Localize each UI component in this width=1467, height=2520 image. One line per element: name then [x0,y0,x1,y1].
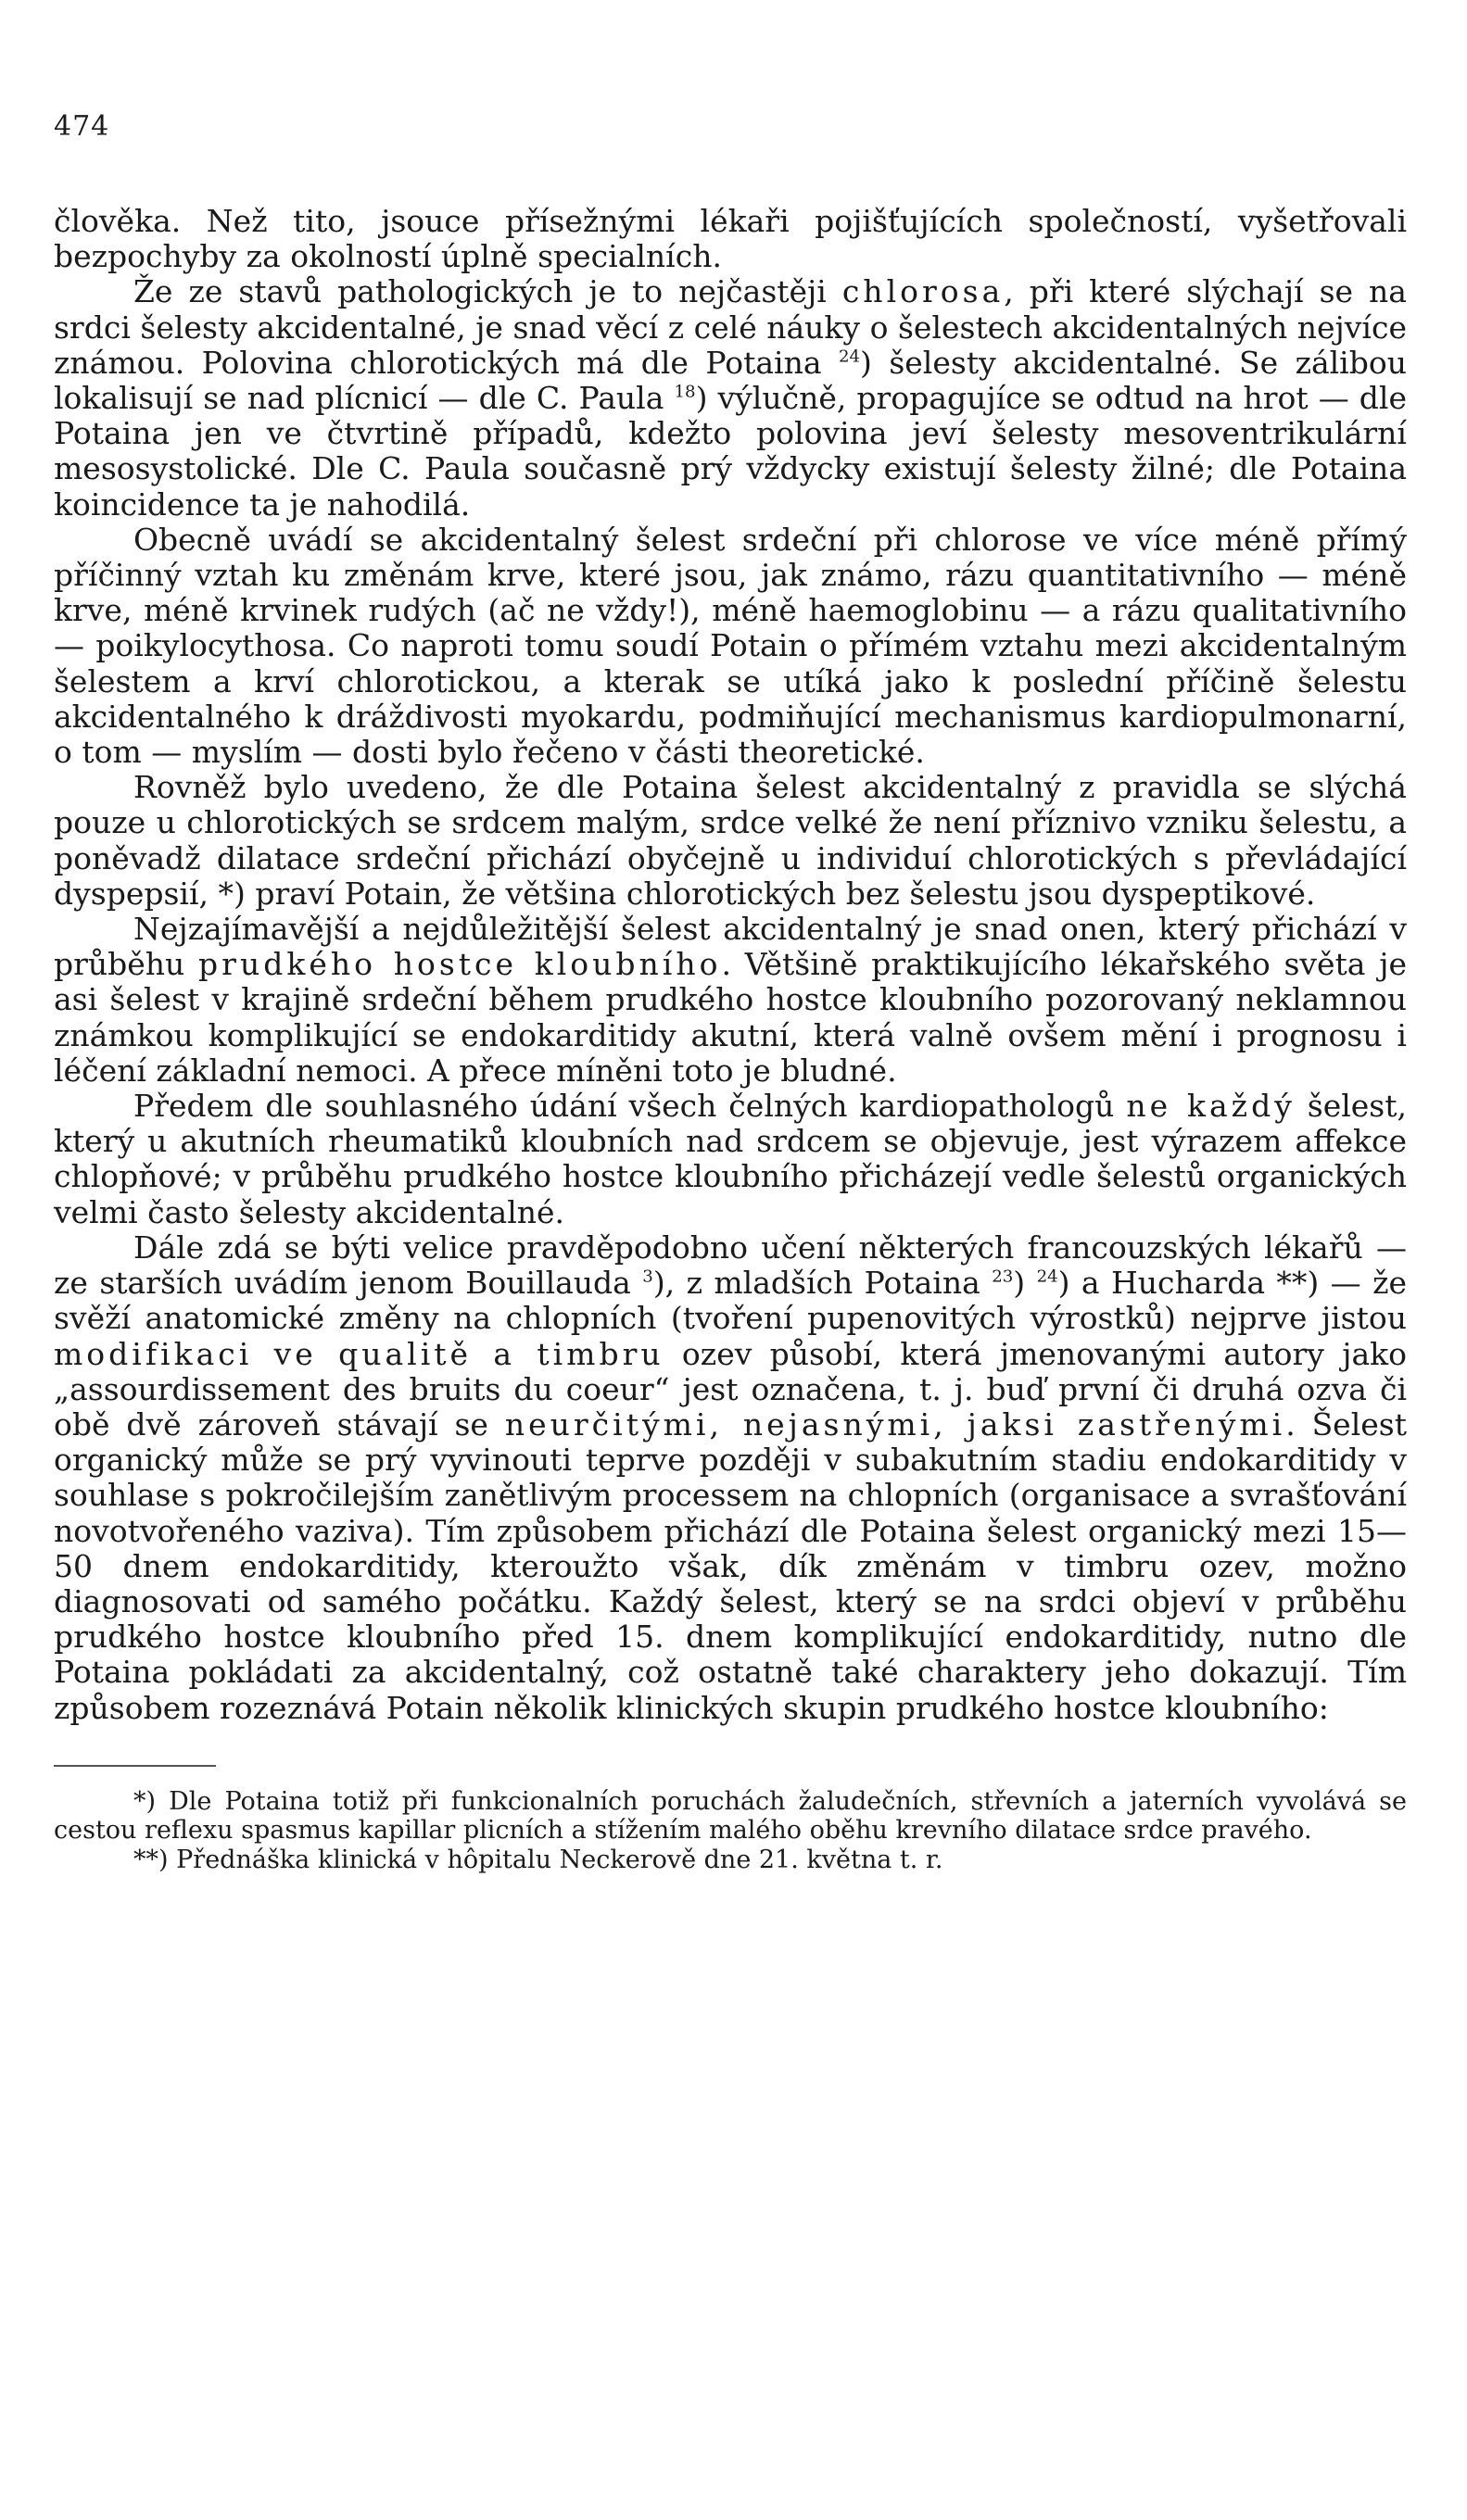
main-text [54,204,1407,1726]
text-run: Předem dle souhlasného údání všech čelných kardiopathologů [133,1088,1127,1125]
text-run: ), z mladších Potaina [652,1265,993,1302]
paragraph-7 [54,1230,1407,1726]
footnote-divider [54,1765,216,1767]
citation-ref: 24 [1036,1266,1058,1287]
paragraph-5 [54,912,1407,1089]
citation-ref: 23 [992,1266,1014,1287]
text-run: šelest, který u akutních rheumatiků kloubních nad srdcem se objevuje, jest výrazem affekce chlopňové; v průběhu prudkého hostce kloubního přicházejí vedle šelestů organických velmi často šelesty akcidentalné. [54,1088,1407,1230]
paragraph-2 [54,274,1407,522]
page-number: 474 [54,110,110,143]
book-page [54,111,1407,1874]
text-run: ozev působí, která jmenovanými autory jako „assourdissement des bruits du coeur“ jest označena, t. j. buď první či druhá ozva či obě dvě zároveň stávají se [54,1335,1407,1443]
emphasized-term: modifikaci ve qualitě a timbru [54,1335,664,1372]
footnotes [54,1787,1407,1874]
text-run: Dále zdá se býti velice pravděpodobno učení některých francouzských lékařů — ze starších uvádím jenom Bouillauda [54,1228,1407,1302]
text-run: Nejzajímavější a nejdůležitější šelest akcidentalný je snad onen, který přichází v průběhu [54,911,1407,983]
text-run: ) [1013,1265,1037,1302]
citation-ref: 3 [642,1266,653,1287]
paragraph-3: Obecně uvádí se akcidentalný šelest srdeční při chlorose ve více méně přímý příčinný vztah ku změnám krve, které jsou, jak známo, rázu quantitativního — méně krve, méně krvinek rudých (ač ne vždy!), méně haemoglobinu — a rázu qualitativního — poikylocythosa. Co naproti tomu soudí Potain o přímém vztahu mezi akcidentalným šelestem a krví chlorotickou, a kterak se utíká jako k poslední příčině šelestu akcidentalného k dráždivosti myokardu, podmiňující mechanismus kardiopulmonarní, o tom — myslím — dosti bylo řečeno v části theoretické. [54,521,1407,771]
text-run: ) výlučně, propagujíce se odtud na hrot — dle Potaina jen ve čtvrtině případů, kdežto polovina jeví šelesty mesoventrikulární mesosystolické. Dle C. Paula současně prý vždycky existují šelesty žilné; dle Potaina koincidence ta je nahodilá. [54,380,1407,523]
emphasized-term: neurčitými, nejasnými, jaksi zastřenými [504,1405,1286,1443]
text-run: . Šelest organický může se prý vyvinouti teprve později v subakutním stadiu endokarditidy v souhlase s pokročilejším zanětlivým processem na chlopních (organisace a svrašťování novotvořeného vaziva). Tím způsobem přichází dle Potaina šelest organický mezi 15—50 dnem endokarditidy, kteroužto však, dík změnám v timbru ozev, možno diagnosovati od samého počátku. Každý šelest, který se na srdci objeví v průběhu prudkého hostce kloubního před 15. dnem komplikující endokarditidy, nutno dle Potaina pokládati za akcidentalný, což ostatně také charaktery jeho dokazují. Tím způsobem rozeznává Potain několik klinických skupin prudkého hostce kloubního: [54,1405,1407,1726]
emphasized-term: prudkého hostce kloubního [198,946,722,983]
footnote-2: **) Přednáška klinická v hôpitalu Neckerově dne 21. května t. r. [133,1845,943,1874]
emphasized-term: chlorosa [841,273,1005,310]
paragraph-4: Rovněž bylo uvedeno, že dle Potaina šelest akcidentalný z pravidla se slýchá pouze u chlorotických se srdcem malým, srdce velké že není příznivo vzniku šelestu, a poněvadž dilatace srdeční přichází obyčejně u individuí chlorotických s převládající dyspepsií, *) praví Potain, že většina chlorotických bez šelestu jsou dyspeptikové. [54,769,1407,912]
text-run: ) šelesty akcidentalné. Se zálibou lokalisují se nad plícnicí — dle C. Paula [54,344,1407,417]
text-run: , při které slýchají se na srdci šelesty akcidentalné, je snad věcí z celé náuky o šelestech akcidentalných nejvíce známou. Polovina chlorotických má dle Potaina [54,273,1407,381]
paragraph-1: člověka. Než tito, jsouce přísežnými lékaři pojišťujících společností, vyšetřovali bezpochyby za okolností úplně specialních. [54,203,1407,275]
text-run: ) a Hucharda **) — že svěží anatomické změny na chlopních (tvoření pupenovitých výrostků) nejprve jistou [54,1265,1408,1337]
text-run: Že ze stavů pathologických je to nejčastěji [133,273,842,310]
text-run: . Většině praktikujícího lékařského světa je asi šelest v krajině srdeční během prudkého hostce kloubního pozorovaný neklamnou známkou komplikující se endokarditidy akutní, která valně ovšem mění i prognosu i léčení základní nemoci. A přece míněni toto je bludné. [54,946,1407,1089]
citation-ref: 18 [674,382,696,402]
citation-ref: 24 [838,346,861,367]
footnote-1: *) Dle Potaina totiž při funkcionalních poruchách žaludečních, střevních a jaterních vyvolává se cestou reflexu spasmus kapillar plicních a stížením malého oběhu krevního dilatace srdce pravého. [54,1786,1407,1846]
paragraph-6 [54,1089,1407,1230]
emphasized-term: ne každý [1126,1088,1296,1125]
